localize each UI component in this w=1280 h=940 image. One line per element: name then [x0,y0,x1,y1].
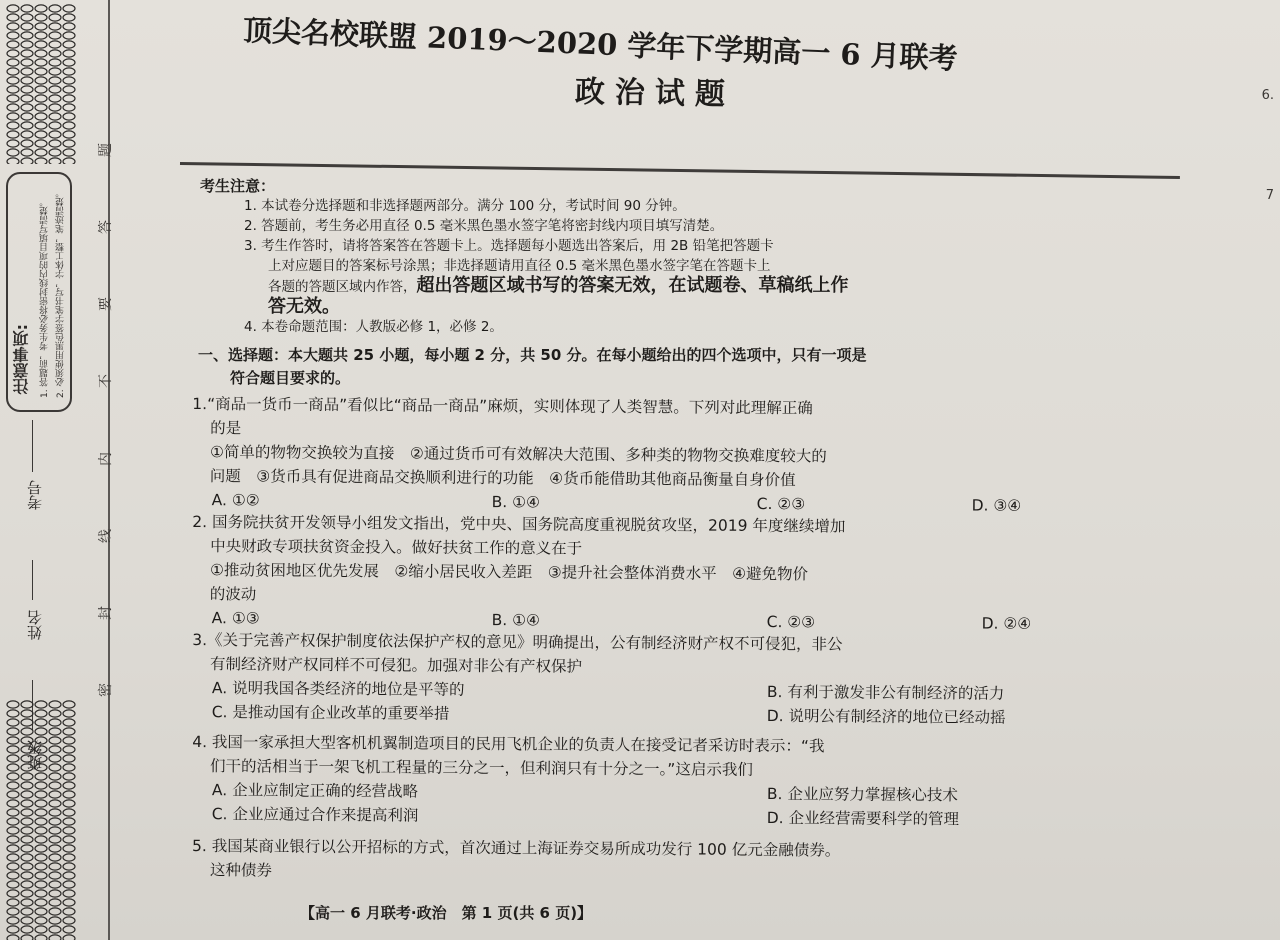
question-3 [192,628,1218,731]
option-d[interactable]: D. 说明公有制经济的地位已经动摇 [766,707,1006,727]
exam-title: 顶尖名校联盟 2019～2020 学年下学期高一 6 月联考 [242,12,959,76]
note-text: 各题的答题区域内作答， [268,279,417,295]
binding-holes-bottom [6,700,76,940]
question-stem: 的是 [210,419,242,438]
seal-char: 题 [98,143,114,157]
option-a[interactable]: A. 说明我国各类经济的地位是平等的 [211,679,465,699]
question-statements: ①推动贫困地区优先发展 ②缩小居民收入差距 ③提升社会整体消费水平 ④避免物价 [209,561,809,584]
question-stem: 们干的活相当于一架飞机工程量的三分之一，但利润只有十分之一。”这启示我们 [210,757,753,779]
option-c[interactable]: C. ②③ [766,613,816,632]
question-2 [192,510,1218,637]
exam-id-field[interactable] [24,480,45,510]
option-b[interactable]: B. 企业应努力掌握核心技术 [766,785,958,805]
question-stem: 中央财政专项扶贫资金投入。做好扶贫工作的意义在于 [210,537,583,558]
question-statements: 问题 ③货币具有促进商品交换顺利进行的功能 ④货币能借助其他商品衡量自身价值 [209,467,796,490]
option-d[interactable]: D. 企业经营需要科学的管理 [766,809,960,829]
edge-marks [1240,0,1280,940]
seal-char: 要 [98,297,114,312]
page-content [180,0,1240,940]
option-d[interactable]: D. ②④ [981,614,1032,633]
notice-title: 注意事项: [12,324,31,395]
option-b[interactable]: B. 有利于激发非公有制经济的活力 [766,683,1005,703]
question-stem: 有制经济财产权同样不可侵犯。加强对非公有产权保护 [210,655,583,676]
option-a[interactable]: A. 企业应制定正确的经营战略 [211,781,419,801]
question-1 [192,392,1218,519]
note-emphasis: 超出答题区域书写的答案无效，在试题卷、草稿纸上作 [416,275,849,296]
option-a[interactable]: A. ①③ [211,609,260,628]
seal-char: 密 [98,682,114,697]
edge-mark: 7 [1265,188,1274,203]
question-4 [192,730,1218,833]
option-c[interactable]: C. ②③ [756,494,806,514]
question-stem: 4. 我国一家承担大型客机机翼制造项目的民用飞机企业的负责人在接受记者采访时表示：“我 [192,733,825,756]
seal-char: 内 [98,451,114,466]
holes-pattern-icon [6,4,76,164]
option-c[interactable]: C. 企业应通过合作来提高利润 [211,805,419,825]
question-stem: 这种债券 [209,861,272,880]
page-footer: 【高一 6 月联考·政治 第 1 页(共 6 页)】 [300,904,593,922]
seal-char: 封 [98,605,114,620]
exam-notes [200,176,1190,337]
holes-pattern-icon [6,700,76,940]
field-line [32,420,33,472]
option-b[interactable]: B. ①④ [491,493,541,512]
section-line: 符合题目要求的。 [230,369,351,387]
note-item: 上对应题目的答案标号涂黑；非选择题请用直径 0.5 毫米黑色墨水签字笔在答题卡上 [268,258,771,274]
note-item: 4. 本卷命题范围：人教版必修 1，必修 2。 [244,319,503,335]
question-stem: 1.“商品一货币一商品”看似比“商品一商品”麻烦，实则体现了人类智慧。下列对此理解正确 [192,395,813,418]
note-emphasis: 答无效。 [268,296,340,317]
section-heading [198,344,1208,390]
name-label: 姓名 [26,610,44,640]
option-a[interactable]: A. ①② [211,491,260,510]
binding-holes-top [6,4,76,164]
seal-char: 不 [98,374,114,389]
field-line [32,560,33,600]
notes-heading: 考生注意： [200,177,276,195]
notice-line-1: 1. 答题前，考生务必将密封线内的项目填写清楚。 [40,197,50,398]
section-line: 一、选择题：本大题共 25 小题，每小题 2 分，共 50 分。在每小题给出的四个选项中，只有一项是 [198,346,867,364]
question-statements: ①简单的物物交换较为直接 ②通过货币可有效解决大范围、多种类的物物交换难度较大的 [209,443,827,466]
option-b[interactable]: B. ①④ [491,611,541,630]
edge-mark: 6. [1261,88,1274,103]
name-field[interactable] [24,610,45,640]
seal-char: 答 [98,220,114,235]
option-d[interactable]: D. ③④ [971,496,1022,515]
exam-id-label: 考号 [26,480,44,510]
question-statements: 的波动 [209,585,257,604]
notice-line-2: 2. 必须使用黑色签字笔书写，字体工整，笔迹清楚。 [56,188,66,398]
question-stem: 2. 国务院扶贫开发领导小组发文指出，党中央、国务院高度重视脱贫攻坚，2019 年度继续增加 [192,513,846,536]
note-item: 3. 考生作答时，请将答案答在答题卡上。选择题每小题选出答案后，用 2B 铅笔把答题卡 [244,238,774,254]
note-item: 2. 答题前，考生务必用直径 0.5 毫米黑色墨水签字笔将密封线内项目填写清楚。 [244,218,724,234]
question-stem: 3.《关于完善产权保护制度依法保护产权的意见》明确提出，公有制经济财产权不可侵犯，非公 [192,631,843,654]
note-item [200,276,1190,297]
question-5 [192,834,1217,889]
note-item: 1. 本试卷分选择题和非选择题两部分。满分 100 分，考试时间 90 分钟。 [244,198,686,214]
subject-title: 政治试题 [574,74,736,113]
question-stem: 5. 我国某商业银行以公开招标的方式，首次通过上海证券交易所成功发行 100 亿元金融债券。 [192,837,841,860]
option-c[interactable]: C. 是推动国有企业改革的重要举措 [211,703,450,723]
seal-char: 线 [98,528,114,543]
seal-line-text [94,140,116,700]
